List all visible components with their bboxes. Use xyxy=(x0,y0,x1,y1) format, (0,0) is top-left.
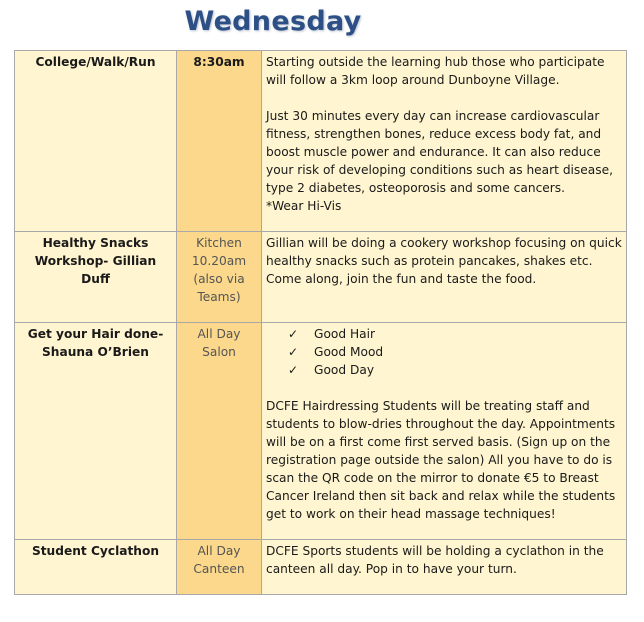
event-name-line: College/Walk/Run xyxy=(35,55,156,69)
event-name-line: Healthy Snacks xyxy=(42,236,149,250)
checkmark-icon: ✓ xyxy=(288,327,299,341)
event-time-line: 10.20am xyxy=(191,254,247,268)
checklist-item-label: Good Hair xyxy=(314,327,375,341)
description-note: *Wear Hi-Vis xyxy=(266,199,342,213)
checklist xyxy=(266,325,622,379)
event-time-line: Kitchen xyxy=(196,236,242,250)
checklist-item xyxy=(288,361,622,379)
schedule-table xyxy=(14,50,627,595)
event-description xyxy=(262,323,627,540)
description-paragraph: DCFE Sports students will be holding a cyclathon in the canteen all day. Pop in to have your turn. xyxy=(266,544,604,576)
event-time xyxy=(177,540,262,595)
event-time-line: Canteen xyxy=(193,562,245,576)
checklist-item xyxy=(288,325,622,343)
event-time-line: (also via xyxy=(193,272,245,286)
event-name xyxy=(15,540,177,595)
event-time-line: All Day xyxy=(197,327,241,341)
event-time xyxy=(177,323,262,540)
event-name xyxy=(15,51,177,232)
schedule-row-cyclathon xyxy=(15,540,627,595)
event-time-line: Salon xyxy=(202,345,236,359)
event-time xyxy=(177,232,262,323)
event-description xyxy=(262,540,627,595)
event-name-line: Get your Hair done- xyxy=(27,327,164,341)
event-name-line: Workshop- Gillian Duff xyxy=(34,254,157,286)
schedule-row-walk-run xyxy=(15,51,627,232)
event-time-line: 8:30am xyxy=(193,55,245,69)
event-time-line: Teams) xyxy=(197,290,241,304)
event-name-line: Shauna O’Brien xyxy=(42,345,149,359)
checklist-item xyxy=(288,343,622,361)
event-time-line: All Day xyxy=(197,544,241,558)
description-paragraph: Just 30 minutes every day can increase cardiovascular fitness, strengthen bones, reduce excess body fat, and boost muscle power and endurance. It can also reduce your risk of developing conditions such as heart disease, type 2 diabetes, osteoporosis and some cancers. xyxy=(266,109,613,195)
schedule-row-healthy-snacks xyxy=(15,232,627,323)
event-name-line: Student Cyclathon xyxy=(31,544,160,558)
event-time xyxy=(177,51,262,232)
checkmark-icon: ✓ xyxy=(288,363,299,377)
schedule-row-hair xyxy=(15,323,627,540)
event-description xyxy=(262,232,627,323)
description-paragraph: Gillian will be doing a cookery workshop focusing on quick healthy snacks such as protein pancakes, shakes etc. Come along, join the fun and taste the food. xyxy=(266,236,622,286)
event-description xyxy=(262,51,627,232)
checklist-item-label: Good Mood xyxy=(314,345,384,359)
checkmark-icon: ✓ xyxy=(288,345,299,359)
event-name xyxy=(15,232,177,323)
event-name xyxy=(15,323,177,540)
checklist-item-label: Good Day xyxy=(314,363,375,377)
description-paragraph: Starting outside the learning hub those who participate will follow a 3km loop around Dunboyne Village. xyxy=(266,55,605,87)
description-paragraph: DCFE Hairdressing Students will be treating staff and students to blow-dries throughout the day. Appointments will be on a first come first served basis. (Sign up on the registration page outside the salon) All you have to do is scan the QR code on the mirror to donate €5 to Breast Cancer Ireland then sit back and relax while the students get to work on their head massage techniques! xyxy=(266,399,616,521)
page-title: Wednesday xyxy=(184,6,362,37)
